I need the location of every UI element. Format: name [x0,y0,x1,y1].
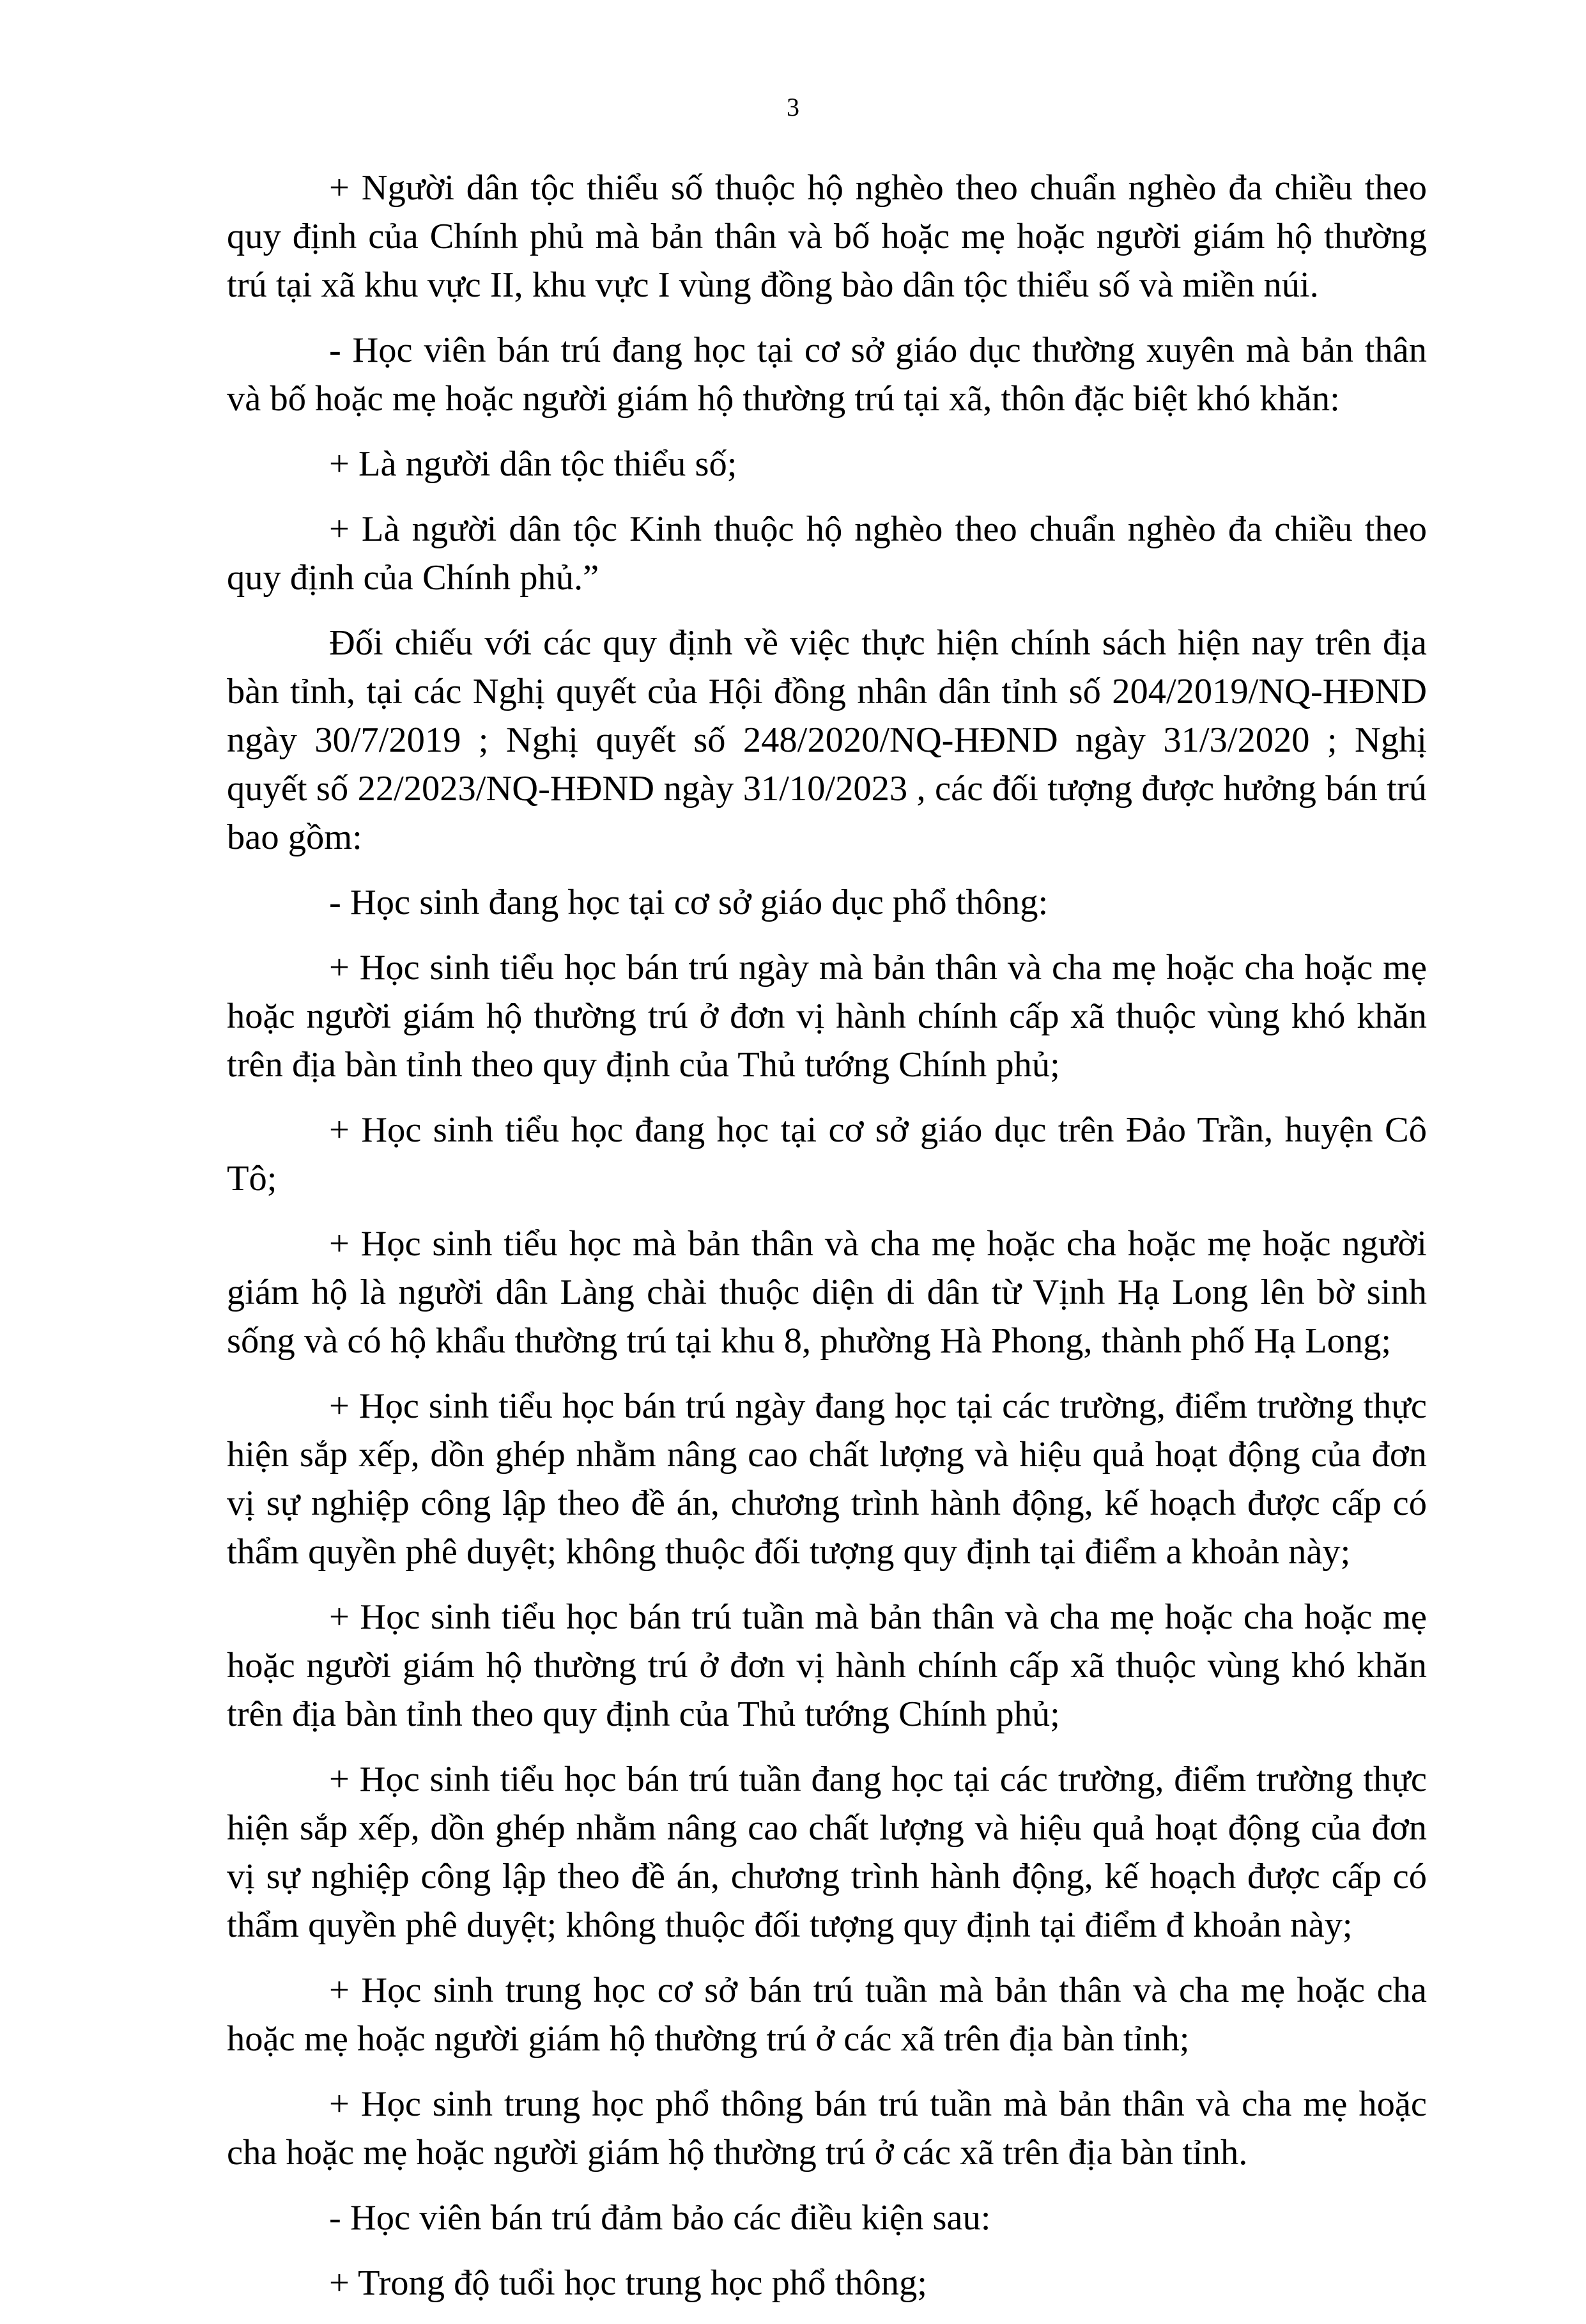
paragraph-ethnic-minority: + Là người dân tộc thiểu số; [329,444,737,484]
paragraph-continuing-education-learners: - Học viên bán trú đang học tại cơ sở giáo dục thường xuyên mà bản thân và bố hoặc mẹ hoặc người giám hộ thường trú tại xã, thôn đặc biệt khó khăn: [227,330,1427,419]
paragraph-fishing-village-students: + Học sinh tiểu học mà bản thân và cha mẹ hoặc cha hoặc mẹ hoặc người giám hộ là người dân Làng chài thuộc diện di dân từ Vịnh Hạ Long lên bờ sinh sống và có hộ khẩu thường trú tại khu 8, phường Hà Phong, thành phố Hạ Long; [227,1224,1427,1361]
paragraph-merged-schools-weekly: + Học sinh tiểu học bán trú tuần đang học tại các trường, điểm trường thực hiện sắp xếp, dồn ghép nhằm nâng cao chất lượng và hiệu quả hoạt động của đơn vị sự nghiệp công lập theo đề án, chương trình hành động, kế hoạch được cấp có thẩm quyền phê duyệt; không thuộc đối tượng quy định tại điểm đ khoản này; [227,1760,1427,1945]
paragraph-age-requirement: + Trong độ tuổi học trung học phổ thông; [329,2263,927,2303]
paragraph-primary-day-boarding: + Học sinh tiểu học bán trú ngày mà bản thân và cha mẹ hoặc cha hoặc mẹ hoặc người giám hộ thường trú ở đơn vị hành chính cấp xã thuộc vùng khó khăn trên địa bàn tỉnh theo quy định của Thủ tướng Chính phủ; [227,948,1427,1085]
paragraph-merged-schools-day: + Học sinh tiểu học bán trú ngày đang học tại các trường, điểm trường thực hiện sắp xếp, dồn ghép nhằm nâng cao chất lượng và hiệu quả hoạt động của đơn vị sự nghiệp công lập theo đề án, chương trình hành động, kế hoạch được cấp có thẩm quyền phê duyệt; không thuộc đối tượng quy định tại điểm a khoản này; [227,1386,1427,1572]
paragraph-comparison-resolutions: Đối chiếu với các quy định về việc thực hiện chính sách hiện nay trên địa bàn tỉnh, tại các Nghị quyết của Hội đồng nhân dân tỉnh số 204/2019/NQ-HĐND ngày 30/7/2019 ; Nghị quyết số 248/2020/NQ-HĐND ngày 31/3/2020 ; Nghị quyết số 22/2023/NQ-HĐND ngày 31/10/2023 , các đối tượng được hưởng bán trú bao gồm: [227,623,1427,857]
paragraph-lower-secondary-weekly: + Học sinh trung học cơ sở bán trú tuần mà bản thân và cha mẹ hoặc cha hoặc mẹ hoặc người giám hộ thường trú ở các xã trên địa bàn tỉnh; [227,1971,1427,2059]
page-number: 3 [787,93,799,121]
paragraph-kinh-poor-household: + Là người dân tộc Kinh thuộc hộ nghèo theo chuẩn nghèo đa chiều theo quy định của Chính phủ.” [227,509,1427,598]
document-body [227,164,1427,2324]
paragraph-general-school-students: - Học sinh đang học tại cơ sở giáo dục phổ thông: [329,883,1049,922]
paragraph-primary-weekly-boarding: + Học sinh tiểu học bán trú tuần mà bản thân và cha mẹ hoặc cha hoặc mẹ hoặc người giám hộ thường trú ở đơn vị hành chính cấp xã thuộc vùng khó khăn trên địa bàn tỉnh theo quy định của Thủ tướng Chính phủ; [227,1597,1427,1734]
paragraph-upper-secondary-weekly: + Học sinh trung học phổ thông bán trú tuần mà bản thân và cha mẹ hoặc cha hoặc mẹ hoặc người giám hộ thường trú ở các xã trên địa bàn tỉnh. [227,2084,1427,2173]
paragraph-dao-tran-students: + Học sinh tiểu học đang học tại cơ sở giáo dục trên Đảo Trần, huyện Cô Tô; [227,1110,1427,1198]
paragraph-ethnic-poor-household: + Người dân tộc thiểu số thuộc hộ nghèo theo chuẩn nghèo đa chiều theo quy định của Chính phủ mà bản thân và bố hoặc mẹ hoặc người giám hộ thường trú tại xã khu vực II, khu vực I vùng đồng bào dân tộc thiểu số và miền núi. [227,168,1427,305]
paragraph-learner-conditions: - Học viên bán trú đảm bảo các điều kiện sau: [329,2198,991,2238]
